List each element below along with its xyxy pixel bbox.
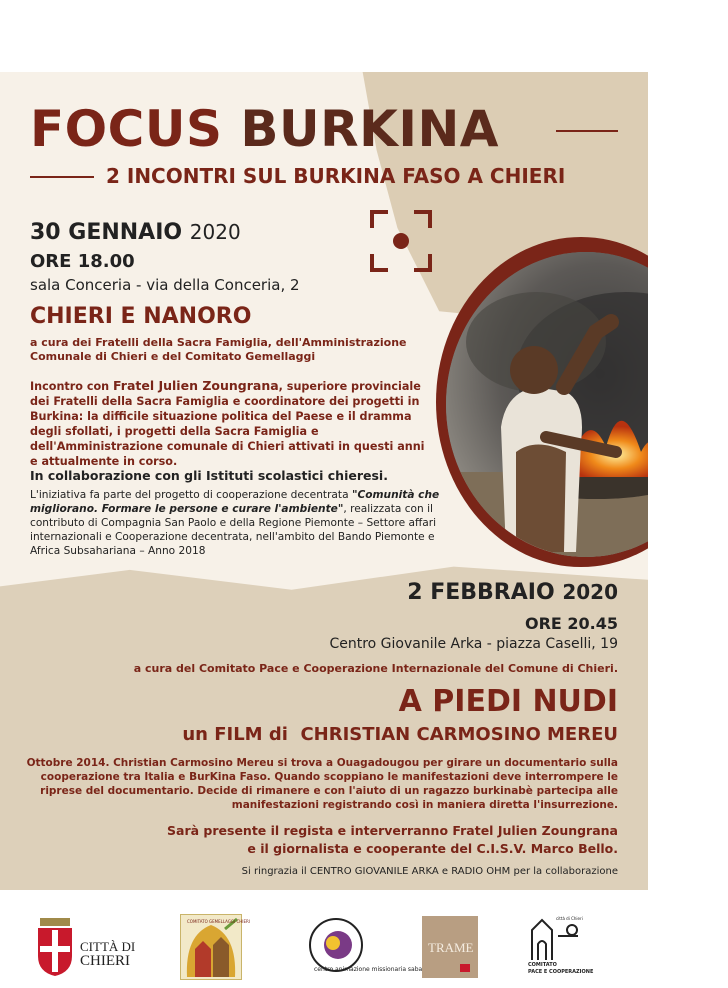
film-byline: un FILM di CHRISTIAN CARMOSINO MEREU: [182, 724, 618, 745]
gemellaggi-emblem-icon: [181, 915, 241, 979]
chieri-logo-line1: CITTÀ DI: [80, 939, 136, 954]
cam-logo-text: centro animazione missionaria saba: [314, 966, 423, 973]
trame-logo: [422, 916, 478, 978]
thanks-line: Si ringrazia il CENTRO GIOVANILE ARKA e RADIO OHM per la collaborazione: [241, 866, 618, 877]
centro-animazione-logo: [300, 910, 423, 980]
subtitle-rule-left: [30, 176, 94, 178]
event2-place: Centro Giovanile Arka - piazza Caselli, 19: [329, 636, 618, 652]
event1-place: sala Conceria - via della Conceria, 2: [30, 276, 300, 294]
film-title: A PIEDI NUDI: [398, 684, 618, 719]
event1-date: 30 GENNAIO 2020: [30, 220, 241, 245]
chieri-logo-line2: CHIERI: [80, 953, 130, 969]
event1-title: CHIERI E NANORO: [30, 304, 252, 329]
guests-line1: Sarà presente il regista e interverranno Fratel Julien Zoungrana: [167, 823, 618, 838]
arci-badge-icon: [460, 964, 470, 972]
event2-time: ORE 20.45: [524, 614, 618, 633]
event1-project: L'iniziativa fa parte del progetto di cooperazione decentrata "Comunità che migliorano. Formare le persone e curare l'ambiente", realizzata con il contributo di Compagnia San Paolo e della Regione Piemonte – Settore affari internazionali e Cooperazione decentrata, nell'ambito del Bando Piemonte e Africa Subsahariana – Anno 2018: [30, 489, 440, 557]
film-synopsis-line2: cooperazione tra Italia e BurKina Faso. Quando scoppiano le manifestazioni deve interrompere le: [40, 771, 618, 783]
gemellaggi-logo: [180, 914, 250, 980]
trame-logo-text: TRAME: [428, 940, 474, 955]
film-synopsis-line1: Ottobre 2014. Christian Carmosino Mereu si trova a Ouagadougou per girare un documentario sulla: [26, 757, 618, 769]
focus-target-icon: [368, 208, 434, 274]
event2-cura: a cura del Comitato Pace e Cooperazione Internazionale del Comune di Chieri.: [133, 662, 618, 675]
poster: [0, 72, 648, 890]
gemellaggi-logo-text: COMITATO GEMELLAGGI CHIERI: [187, 919, 250, 924]
comitato-pace-logo: [528, 916, 608, 978]
pace-logo-line3: PACE E COOPERAZIONE: [528, 969, 594, 975]
page-subtitle: 2 INCONTRI SUL BURKINA FASO A CHIERI: [106, 164, 566, 188]
event1-time: ORE 18.00: [30, 251, 135, 272]
sponsor-logos: [0, 910, 728, 980]
chieri-coat-of-arms-icon: [34, 916, 76, 978]
event2-date: 2 FEBBRAIO 2020: [407, 580, 618, 605]
page-title: FOCUS BURKINA: [30, 100, 499, 158]
film-synopsis-line4: manifestazioni registrando così in maniera diretta l'insurrezione.: [231, 799, 618, 811]
guests-line2: e il giornalista e cooperante del C.I.S.V. Marco Bello.: [247, 841, 618, 856]
film-synopsis-line3: riprese del documentario. Decide di rimanere e con l'aiuto di un ragazzo burkinabè partecipa alle: [40, 785, 618, 797]
pace-building-icon: [528, 916, 582, 962]
event1-cura-line2: Comunale di Chieri e del Comitato Gemellaggi: [30, 350, 316, 363]
title-rule-right: [556, 130, 618, 132]
event1-collab: In collaborazione con gli Istituti scolastici chieresi.: [30, 468, 388, 483]
pace-logo-line1: città di Chieri: [556, 916, 583, 921]
event1-cura-line1: a cura dei Fratelli della Sacra Famiglia, dell'Amministrazione: [30, 336, 407, 349]
pace-logo-line2: COMITATO: [528, 962, 557, 968]
event1-description: Incontro con Fratel Julien Zoungrana, superiore provinciale dei Fratelli della Sacra Famiglia e coordinatore dei progetti in Burkina: la difficile situazione politica del Paese e il dramma degli sfollati, i progetti della Sacra Famiglia e dell'Amministrazione comunale di Chieri attivati in questi anni e attualmente in corso.: [30, 378, 425, 468]
citta-chieri-logo: [34, 916, 134, 978]
